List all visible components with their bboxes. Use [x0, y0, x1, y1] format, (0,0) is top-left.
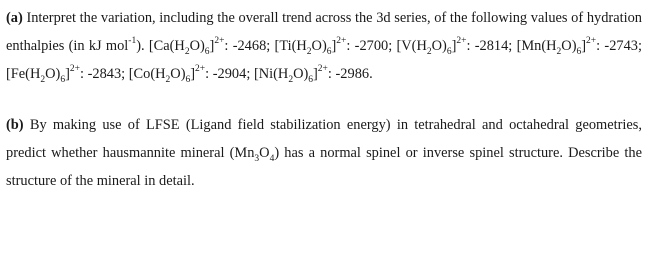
oxygen-symbol: O [259, 145, 270, 161]
complex-close: ] [190, 66, 196, 82]
ligand-tail: O) [170, 66, 186, 82]
colon: : [596, 38, 601, 54]
enthalpy-value: -2904; [212, 66, 251, 82]
colon: : [224, 38, 229, 54]
complex-close: ] [331, 38, 337, 54]
complex-formula [396, 36, 471, 57]
complex-charge: 2+ [317, 64, 328, 75]
enthalpy-value: -2814; [474, 38, 513, 54]
colon: : [79, 66, 84, 82]
unit-close: ). [136, 38, 145, 54]
complex-open: [Mn(H [516, 38, 557, 54]
ligand-count: 6 [204, 46, 210, 57]
complex-close: ] [313, 66, 318, 82]
ligand-subscript: 2 [165, 74, 171, 85]
complex-open: [Ti(H [274, 38, 307, 54]
ligand-tail: O) [431, 38, 447, 54]
complex-open: [V(H [396, 38, 427, 54]
complex-charge: 2+ [456, 36, 467, 47]
ligand-subscript: 2 [426, 46, 432, 57]
ligand-tail: O) [561, 38, 577, 54]
unit-exponent: -1 [128, 36, 137, 47]
ligand-tail: O) [45, 66, 61, 82]
ligand-tail: O) [293, 66, 309, 82]
question-b-text-1: By making use of LFSE (Ligand field stabilization energy) in tetrahedral and octahedral geometries, predict whether hausmannite mineral (Mn [6, 117, 642, 161]
complex-open: [Co(H [128, 66, 166, 82]
ligand-subscript: 2 [556, 46, 562, 57]
question-b [6, 111, 642, 195]
question-document [6, 0, 642, 195]
complex-formula [253, 64, 332, 85]
complex-charge: 2+ [336, 36, 347, 47]
o-subscript: 4 [269, 153, 275, 164]
mn-subscript: 3 [254, 153, 260, 164]
ligand-tail: O) [311, 38, 327, 54]
ligand-count: 6 [326, 46, 332, 57]
ligand-subscript: 2 [40, 74, 46, 85]
complex-close: ] [209, 38, 215, 54]
question-b-text-2: ) has a normal spinel or inverse spinel structure. Describe the structure of the mineral in detail. [6, 145, 642, 189]
complex-charge: 2+ [195, 64, 206, 75]
colon: : [466, 38, 471, 54]
complex-close: ] [65, 66, 70, 82]
ligand-count: 6 [60, 74, 66, 85]
question-a-label: (a) [6, 10, 23, 26]
ligand-tail: O) [189, 38, 205, 54]
enthalpy-value: -2700; [354, 38, 393, 54]
complex-open: [Ca(H [148, 38, 185, 54]
enthalpy-value: -2743; [604, 38, 642, 54]
complex-charge: 2+ [586, 36, 597, 47]
ligand-count: 6 [446, 46, 452, 57]
enthalpy-value: -2468; [232, 38, 271, 54]
ligand-subscript: 2 [184, 46, 190, 57]
complex-formula [6, 64, 84, 85]
colon: : [346, 38, 351, 54]
ligand-count: 6 [308, 74, 313, 85]
complex-formula [274, 36, 351, 57]
complex-charge: 2+ [214, 36, 225, 47]
ligand-count: 6 [576, 46, 582, 57]
complex-formula [128, 64, 210, 85]
complex-open: [Ni(H [253, 66, 289, 82]
complex-open: [Fe(H [6, 66, 41, 82]
enthalpy-value: -2843; [87, 66, 126, 82]
complex-charge: 2+ [69, 64, 80, 75]
question-b-label: (b) [6, 117, 24, 133]
complex-formula [148, 36, 229, 57]
ligand-subscript: 2 [288, 74, 294, 85]
question-a [6, 4, 642, 88]
question-a-text: Interpret the variation, including the overall trend across the 3d series, of the following values of hydration enthalpies (in kJ mol [6, 10, 642, 54]
colon: : [327, 66, 332, 82]
colon: : [205, 66, 210, 82]
ligand-count: 6 [185, 74, 191, 85]
enthalpy-value: -2986. [335, 66, 373, 82]
complex-formula [516, 36, 601, 57]
complex-close: ] [451, 38, 457, 54]
ligand-subscript: 2 [306, 46, 312, 57]
complex-close: ] [581, 38, 587, 54]
